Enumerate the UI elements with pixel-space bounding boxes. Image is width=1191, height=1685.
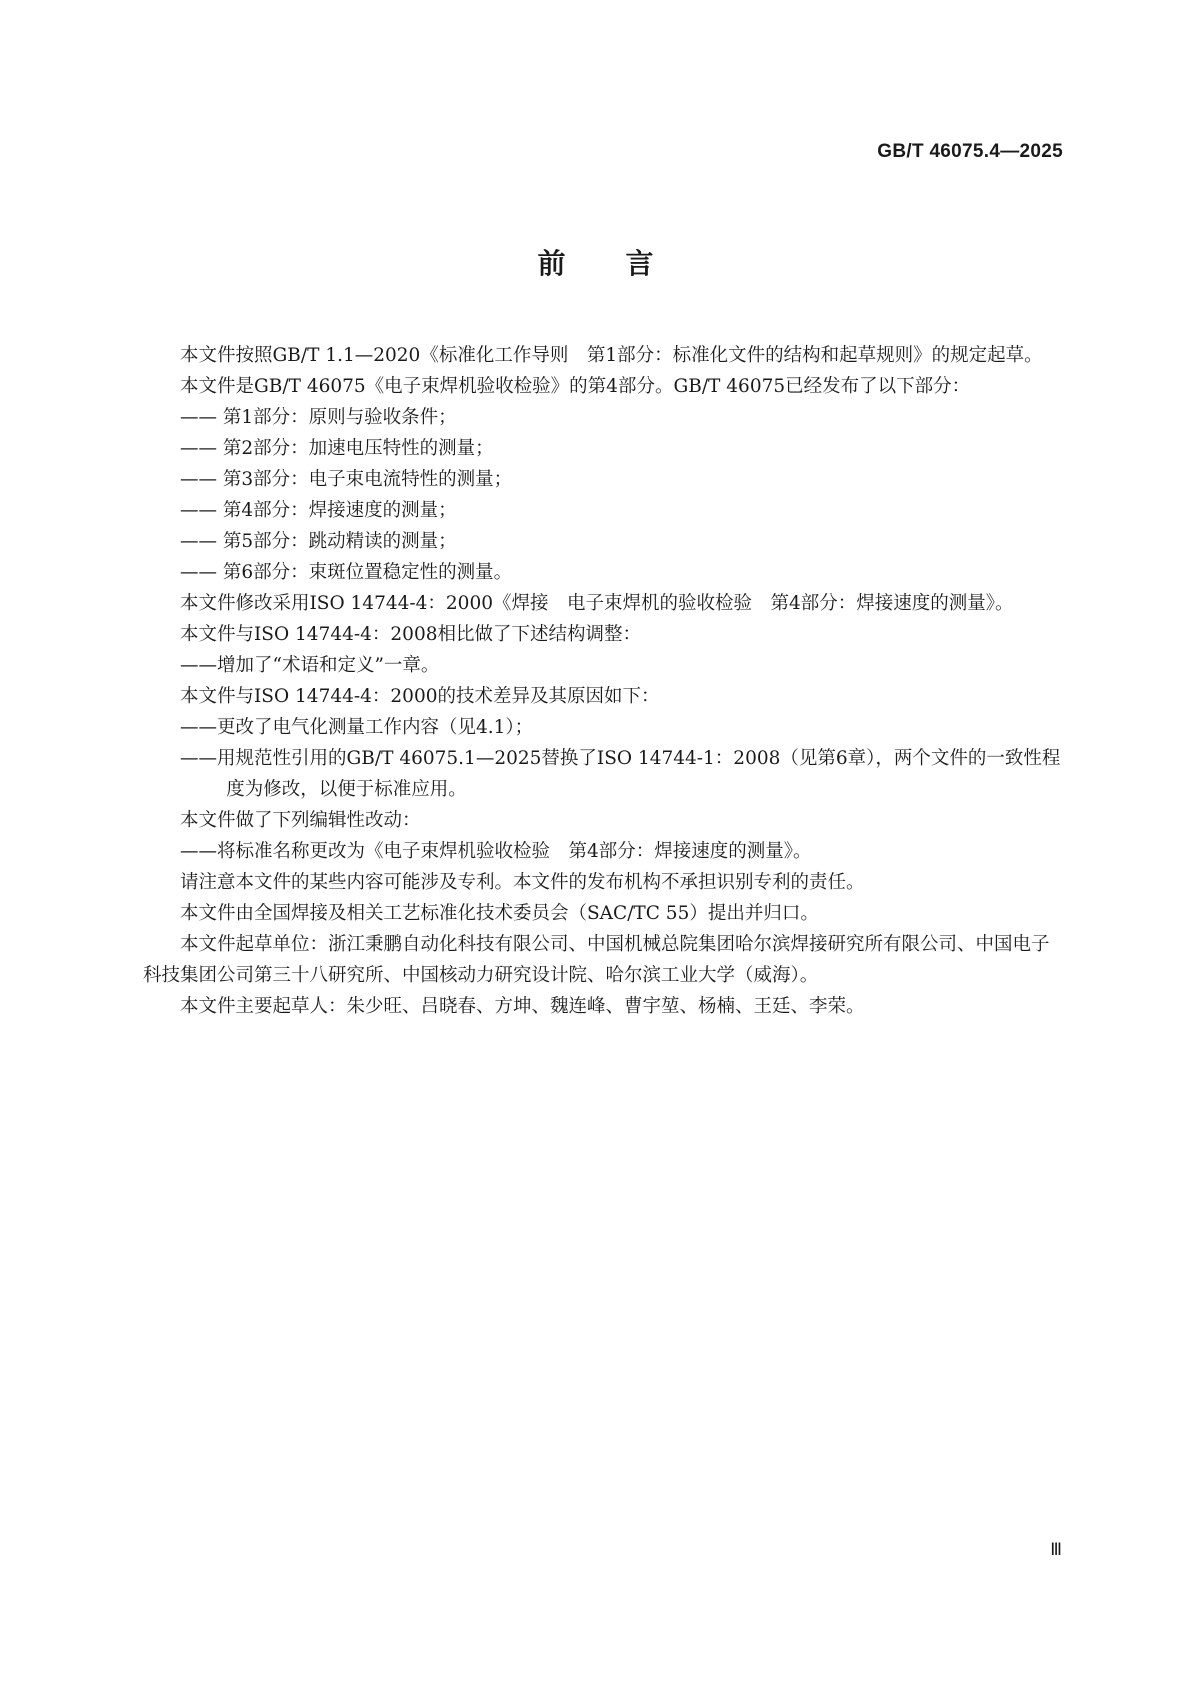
page-title: 前言 <box>537 247 714 280</box>
paragraph-drafting-rules: 本文件按照GB/T 1.1—2020《标准化工作导则 第1部分：标准化文件的结构和起草规则》的规定起草。 <box>180 345 1043 366</box>
list-item-structure-change: ——增加了“术语和定义”一章。 <box>180 655 440 676</box>
list-item-part-4: —— 第4部分：焊接速度的测量； <box>180 500 457 521</box>
paragraph-drafting-units: 本文件起草单位：浙江秉鹏自动化科技有限公司、中国机械总院集团哈尔滨焊接研究所有限公司、中国电子科技集团公司第三十八研究所、中国核动力研究设计院、哈尔滨工业大学（威海）。 <box>143 934 1050 986</box>
paragraph-editorial-changes: 本文件做了下列编辑性改动： <box>180 810 421 831</box>
paragraph-series-intro: 本文件是GB/T 46075《电子束焊机验收检验》的第4部分。GB/T 46075已经发布了以下部分： <box>180 376 971 397</box>
list-item-technical-difference-1: ——更改了电气化测量工作内容（见4.1）； <box>180 717 534 738</box>
foreword-body <box>143 340 1065 1022</box>
list-item-part-1: —— 第1部分：原则与验收条件； <box>180 407 457 428</box>
list-item-technical-difference-2: ——用规范性引用的GB/T 46075.1—2025替换了ISO 14744-1：2008（见第6章），两个文件的一致性程度为修改，以便于标准应用。 <box>180 748 1061 800</box>
paragraph-technical-differences: 本文件与ISO 14744-4：2000的技术差异及其原因如下： <box>180 686 660 707</box>
list-item-part-3: —— 第3部分：电子束电流特性的测量； <box>180 469 513 490</box>
paragraph-drafters: 本文件主要起草人：朱少旺、吕晓春、方坤、魏连峰、曹宇堃、杨楠、王廷、李荣。 <box>180 996 865 1017</box>
list-item-part-6: —— 第6部分：束斑位置稳定性的测量。 <box>180 562 513 583</box>
paragraph-adoption: 本文件修改采用ISO 14744-4：2000《焊接 电子束焊机的验收检验 第4部分：焊接速度的测量》。 <box>180 593 1014 614</box>
list-item-editorial-change: ——将标准名称更改为《电子束焊机验收检验 第4部分：焊接速度的测量》。 <box>180 841 812 862</box>
paragraph-patent-notice: 请注意本文件的某些内容可能涉及专利。本文件的发布机构不承担识别专利的责任。 <box>180 872 865 893</box>
standard-code: GB/T 46075.4—2025 <box>877 141 1063 162</box>
paragraph-proposer: 本文件由全国焊接及相关工艺标准化技术委员会（SAC/TC 55）提出并归口。 <box>180 903 819 924</box>
paragraph-structure-changes: 本文件与ISO 14744-4：2008相比做了下述结构调整： <box>180 624 641 645</box>
list-item-part-5: —— 第5部分：跳动精读的测量； <box>180 531 457 552</box>
page-number: Ⅲ <box>1050 1540 1061 1559</box>
list-item-part-2: —— 第2部分：加速电压特性的测量； <box>180 438 494 459</box>
